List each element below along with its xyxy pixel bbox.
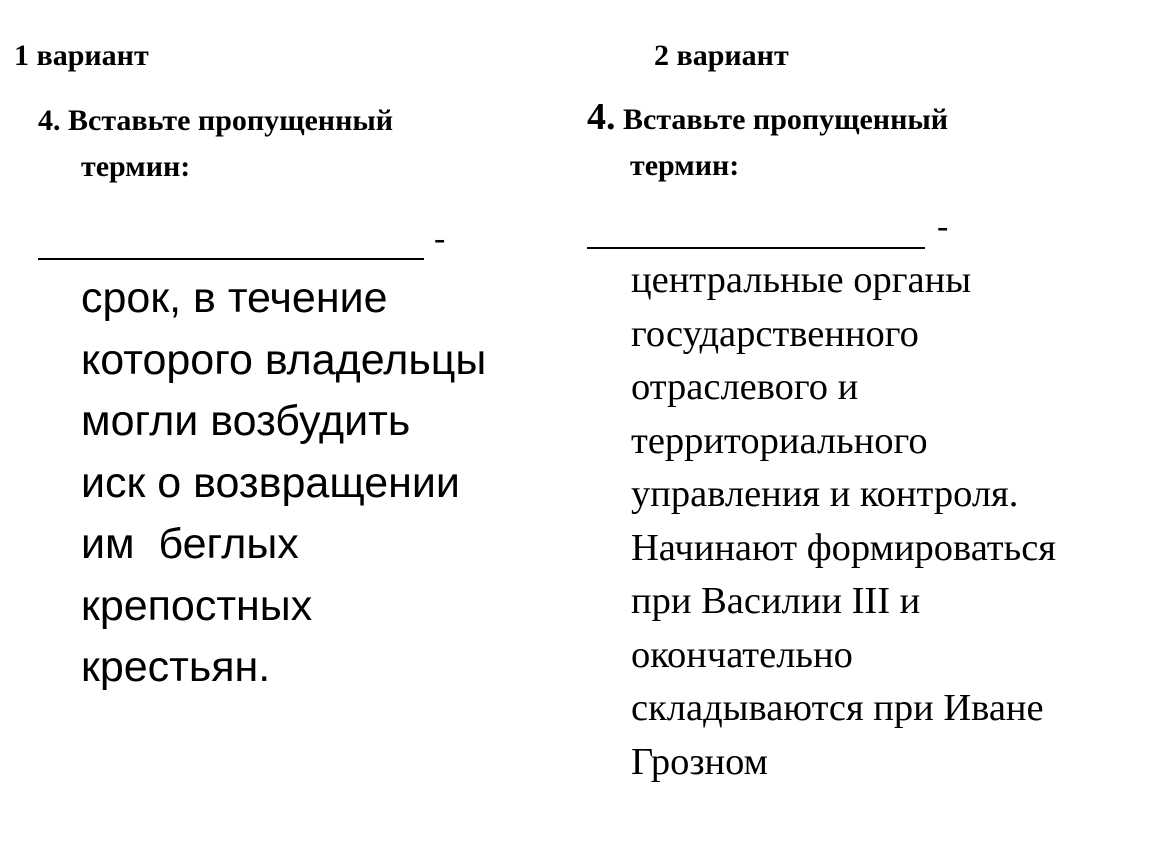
variant-2-task-line-1: Вставьте пропущенный [623,103,949,136]
variant-1-title: 1 вариант [14,39,149,72]
variant-2-definition [631,254,1056,789]
variant-1-task-line-2: термин: [81,150,191,183]
variant-1-dash: - [434,220,446,257]
variant-2-task-line-2: термин: [630,149,740,182]
variant-1-task-line-1: 4. Вставьте пропущенный [38,104,394,137]
variant-1-definition-line: крепостных [81,581,313,630]
variant-1-definition-line: крестьян. [81,643,271,691]
variant-1-definition-line: иск о возвращении [81,458,460,507]
variant-2-definition-line: государственного [631,312,919,355]
variant-1-answer-blank [38,258,424,260]
variant-2-title: 2 вариант [654,39,789,72]
variant-2-definition-line: Начинают формироваться [631,526,1056,569]
variant-1-definition [81,268,486,699]
variant-2-definition-line: отраслевого и [631,366,859,408]
variant-2-dash: - [937,208,949,245]
variant-2-definition-line: территориального [631,419,928,462]
variant-1-task-prompt [38,98,393,190]
variant-2-answer-blank [587,247,925,249]
variant-2-definition-line: при Василии III и [631,580,921,622]
variant-2-definition-line: центральные органы [631,259,972,301]
variant-1-definition-line: срок, в течение [81,274,388,322]
variant-1-definition-line: им беглых [81,520,299,568]
variant-2-definition-line: Грозном [631,740,769,783]
variant-2-definition-line: складываются при Иване [631,687,1044,729]
variant-1-definition-line: могли возбудить [81,397,411,445]
variant-2-task-prompt [587,94,948,189]
variant-2-definition-line: окончательно [631,633,853,676]
variant-2-task-number: 4. [587,96,616,138]
variant-2-definition-line: управления и контроля. [631,473,1019,515]
variant-1-definition-line: которого владельцы [81,335,487,384]
